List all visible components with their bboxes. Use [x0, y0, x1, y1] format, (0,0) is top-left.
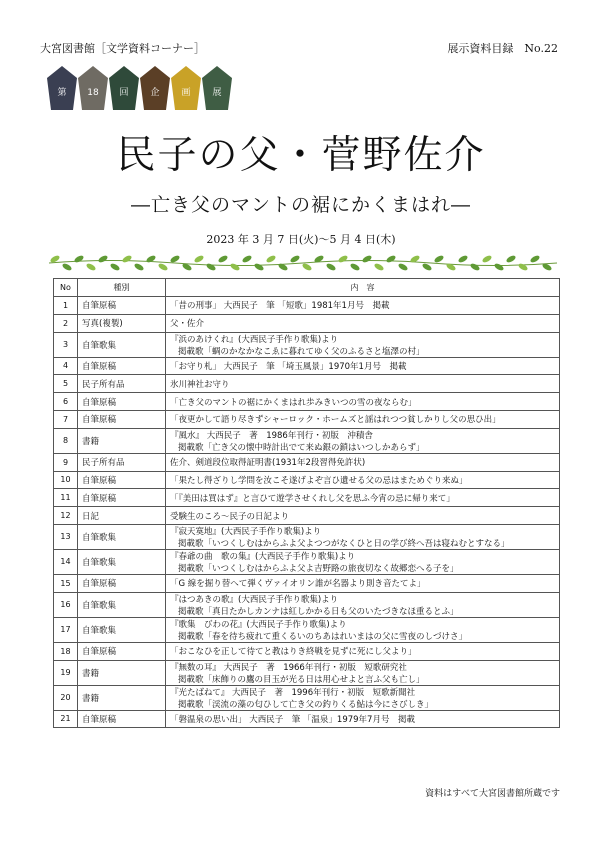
- content-line: 受験生のころ～民子の日記より: [170, 511, 290, 522]
- content-line: 「果たし得ざりし学問を汝こそ遂げよぞ言ひ遺せる父の忌はまためぐり来ぬ」: [170, 475, 468, 486]
- row-type: 書籍: [78, 428, 166, 453]
- row-type: 自筆歌集: [78, 332, 166, 357]
- banner-char: 画: [181, 88, 191, 98]
- row-number: 1: [54, 297, 78, 315]
- leaf-icon: [229, 262, 240, 272]
- row-content: [166, 375, 560, 393]
- row-content: [166, 685, 560, 710]
- table-row: [54, 710, 560, 728]
- banner-char: 企: [150, 88, 160, 98]
- leaf-icon: [421, 262, 432, 272]
- table-row: [54, 549, 560, 574]
- leaf-icon: [205, 262, 216, 272]
- header-no: No: [54, 279, 78, 297]
- table-row: [54, 507, 560, 525]
- content-line: 『無数の耳』 大西民子 著 1966年刊行・初版 短歌研究社: [170, 662, 407, 673]
- row-content: [166, 489, 560, 507]
- row-content: [166, 549, 560, 574]
- row-number: 3: [54, 332, 78, 357]
- table-row: [54, 471, 560, 489]
- row-number: 4: [54, 357, 78, 375]
- content-subline: 掲載歌「いつくしむはからふよ父よ吉野路の旅夜切なく故郷恋へる子を」: [178, 563, 459, 574]
- content-line: 「お守り札」 大西民子 筆 「埼玉風景」1970年1月号 掲載: [170, 361, 407, 372]
- row-content: [166, 574, 560, 592]
- table-row: [54, 375, 560, 393]
- row-type: 自筆原稿: [78, 489, 166, 507]
- row-number: 16: [54, 592, 78, 617]
- table-row: [54, 332, 560, 357]
- banner-char: 展: [212, 88, 222, 98]
- exhibit-table: [53, 278, 560, 728]
- row-type: 自筆原稿: [78, 357, 166, 375]
- library-name: 大宮図書館［文学資料コーナー］: [40, 42, 205, 55]
- table-row: [54, 489, 560, 507]
- leaf-icon: [433, 254, 444, 264]
- table-header-row: [54, 279, 560, 297]
- table-row: [54, 685, 560, 710]
- row-type: 自筆原稿: [78, 471, 166, 489]
- content-line: 「G 線を掘り替へて弾くヴァイオリン誰が名器より則き音たてよ」: [170, 579, 426, 590]
- table-row: [54, 574, 560, 592]
- leaf-icon: [337, 254, 348, 264]
- table-row: [54, 393, 560, 411]
- content-subline: 掲載歌「春を待ち疲れて重くるいのちあはれいまはの父に雪夜のしづけさ」: [178, 631, 468, 642]
- row-type: 自筆歌集: [78, 524, 166, 549]
- content-line: 『春爺の曲 歌の集』(大西民子手作り歌集)より: [170, 551, 356, 562]
- row-content: [166, 507, 560, 525]
- row-content: [166, 617, 560, 642]
- row-type: 自筆原稿: [78, 393, 166, 411]
- leaf-icon: [469, 262, 480, 272]
- content-line: 『浜のあけくれ』(大西民子手作り歌集)より: [170, 334, 339, 345]
- leaf-icon: [121, 254, 132, 264]
- table-row: [54, 617, 560, 642]
- exhibition-banner: [46, 64, 238, 112]
- row-type: 自筆歌集: [78, 549, 166, 574]
- row-number: 14: [54, 549, 78, 574]
- leaf-icon: [517, 262, 528, 272]
- header-content: 内 容: [166, 279, 560, 297]
- content-subline: 掲載歌「蜩のかなかなこゑに暮れてゆく父のふるさと塩澤の村」: [178, 346, 425, 357]
- leaf-icon: [217, 254, 228, 264]
- row-content: [166, 710, 560, 728]
- row-content: [166, 332, 560, 357]
- row-content: [166, 524, 560, 549]
- row-number: 8: [54, 428, 78, 453]
- content-subline: 掲載歌「真日たかしカンナは紅しかかる日も父のいたづきなほ重るとふ」: [178, 606, 459, 617]
- content-subline: 掲載歌「渓流の藻の匂ひして亡き父の釣りくる鮎は今にさびしき」: [178, 699, 434, 710]
- row-type: 書籍: [78, 660, 166, 685]
- content-line: 「昔の刑事」 大西民子 筆 「短歌」1981年1月号 掲載: [170, 301, 390, 312]
- table-row: [54, 314, 560, 332]
- row-content: [166, 314, 560, 332]
- row-type: 自筆歌集: [78, 592, 166, 617]
- content-line: 『風水』 大西民子 著 1986年刊行・初版 沖積舎: [170, 430, 373, 441]
- banner-pentagon: [78, 66, 108, 110]
- row-content: [166, 453, 560, 471]
- row-type: 写真(複製): [78, 314, 166, 332]
- row-type: 自筆原稿: [78, 710, 166, 728]
- row-content: [166, 428, 560, 453]
- leaf-icon: [385, 254, 396, 264]
- leaf-icon: [301, 262, 312, 272]
- leaf-icon: [145, 254, 156, 264]
- row-content: [166, 642, 560, 660]
- leaf-icon: [157, 262, 168, 272]
- table-row: [54, 524, 560, 549]
- leaf-icon: [505, 254, 516, 264]
- row-number: 21: [54, 710, 78, 728]
- table-row: [54, 660, 560, 685]
- row-number: 15: [54, 574, 78, 592]
- vine-divider: [47, 252, 559, 274]
- row-content: [166, 393, 560, 411]
- row-number: 18: [54, 642, 78, 660]
- row-type: 民子所有品: [78, 453, 166, 471]
- banner-char: 回: [119, 88, 129, 98]
- row-number: 19: [54, 660, 78, 685]
- leaf-icon: [481, 254, 492, 264]
- table-row: [54, 592, 560, 617]
- page-title: 民子の父・菅野佐介: [116, 133, 486, 178]
- catalog-number: 展示資料目録 No.22: [447, 42, 558, 55]
- row-content: [166, 357, 560, 375]
- leaf-icon: [361, 254, 372, 264]
- table-row: [54, 642, 560, 660]
- row-type: 民子所有品: [78, 375, 166, 393]
- leaf-icon: [109, 262, 120, 272]
- content-line: 『はつあきの歌』(大西民子手作り歌集)より: [170, 594, 339, 605]
- content-line: 『光たばねて』 大西民子 著 1996年刊行・初版 短歌新聞社: [170, 687, 416, 698]
- content-subline: 掲載歌「床飾りの鷹の目玉が光る日は用心せよと言ふ父も亡し」: [178, 674, 425, 685]
- content-line: 「亡き父のマントの裾にかくまはれ歩みきいつの雪の夜ならむ」: [170, 397, 417, 408]
- leaf-icon: [397, 262, 408, 272]
- content-line: 『歌集 びわの花』(大西民子手作り歌集)より: [170, 619, 347, 630]
- row-number: 7: [54, 410, 78, 428]
- content-line: 『寂天寞地』(大西民子手作り歌集)より: [170, 526, 322, 537]
- leaf-vine-decoration: [47, 252, 559, 274]
- exhibition-dates: 2023 年 3 月 7 日(火)～5 月 4 日(木): [206, 233, 396, 246]
- row-content: [166, 660, 560, 685]
- leaf-icon: [493, 262, 504, 272]
- leaf-icon: [253, 262, 264, 272]
- leaf-icon: [457, 254, 468, 264]
- row-type: 自筆原稿: [78, 642, 166, 660]
- row-number: 11: [54, 489, 78, 507]
- row-number: 2: [54, 314, 78, 332]
- row-number: 10: [54, 471, 78, 489]
- row-type: 日記: [78, 507, 166, 525]
- leaf-icon: [73, 254, 84, 264]
- table-row: [54, 410, 560, 428]
- leaf-icon: [61, 262, 72, 272]
- leaf-icon: [325, 262, 336, 272]
- banner-pentagon: [202, 66, 232, 110]
- pentagon-badges: [46, 64, 238, 112]
- table-row: [54, 428, 560, 453]
- leaf-icon: [97, 254, 108, 264]
- leaf-icon: [289, 254, 300, 264]
- row-content: [166, 410, 560, 428]
- content-line: 佐介、剣道段位取得証明書(1931年2段習得免許状): [170, 458, 366, 469]
- content-line: 「おこなひを正して待てと教はりき終戦を見ずに死にし父より」: [170, 647, 417, 658]
- page-subtitle: ―亡き父のマントの裾にかくまはれ―: [130, 194, 471, 216]
- table-row: [54, 297, 560, 315]
- content-line: 「夜更かして語り尽きずシャーロック・ホームズと謡はれつつ貧しかりし父の思ひ出」: [170, 415, 501, 426]
- row-type: 自筆原稿: [78, 574, 166, 592]
- leaf-icon: [133, 262, 144, 272]
- content-subline: 掲載歌「亡き父の懐中時計出でて来ぬ銀の鎖はいつしかあらず」: [178, 442, 425, 453]
- banner-pentagon: [109, 66, 139, 110]
- content-line: 「磐温泉の思い出」 大西民子 筆 「温泉」1979年7月号 掲載: [170, 714, 415, 725]
- banner-pentagon: [140, 66, 170, 110]
- row-content: [166, 471, 560, 489]
- row-number: 9: [54, 453, 78, 471]
- row-content: [166, 592, 560, 617]
- leaf-icon: [85, 262, 96, 272]
- header-type: 種別: [78, 279, 166, 297]
- banner-pentagon: [171, 66, 201, 110]
- row-number: 17: [54, 617, 78, 642]
- row-content: [166, 297, 560, 315]
- content-subline: 掲載歌「いつくしむはからふよ父よつつがなくひと日の学び終へ吾は寝ねむとすなる」: [178, 538, 510, 549]
- row-number: 6: [54, 393, 78, 411]
- banner-char: 18: [87, 88, 99, 98]
- row-number: 5: [54, 375, 78, 393]
- leaf-icon: [265, 254, 276, 264]
- row-type: 自筆原稿: [78, 297, 166, 315]
- leaf-icon: [193, 254, 204, 264]
- table-row: [54, 357, 560, 375]
- leaf-icon: [241, 254, 252, 264]
- footer-note: 資料はすべて大宮図書館所蔵です: [425, 789, 560, 799]
- content-line: 父・佐介: [170, 319, 205, 330]
- leaf-icon: [529, 254, 540, 264]
- row-number: 13: [54, 524, 78, 549]
- banner-char: 第: [57, 88, 67, 98]
- row-type: 自筆歌集: [78, 617, 166, 642]
- row-number: 12: [54, 507, 78, 525]
- content-line: 「『美田は買はず』と言ひて遊学させくれし父を思ふ今宵の忌に帰り来て」: [170, 493, 455, 504]
- leaf-icon: [349, 262, 360, 272]
- banner-pentagon: [47, 66, 77, 110]
- row-number: 20: [54, 685, 78, 710]
- row-type: 書籍: [78, 685, 166, 710]
- row-type: 自筆原稿: [78, 410, 166, 428]
- table-row: [54, 453, 560, 471]
- leaf-icon: [373, 262, 384, 272]
- content-line: 氷川神社お守り: [170, 379, 230, 390]
